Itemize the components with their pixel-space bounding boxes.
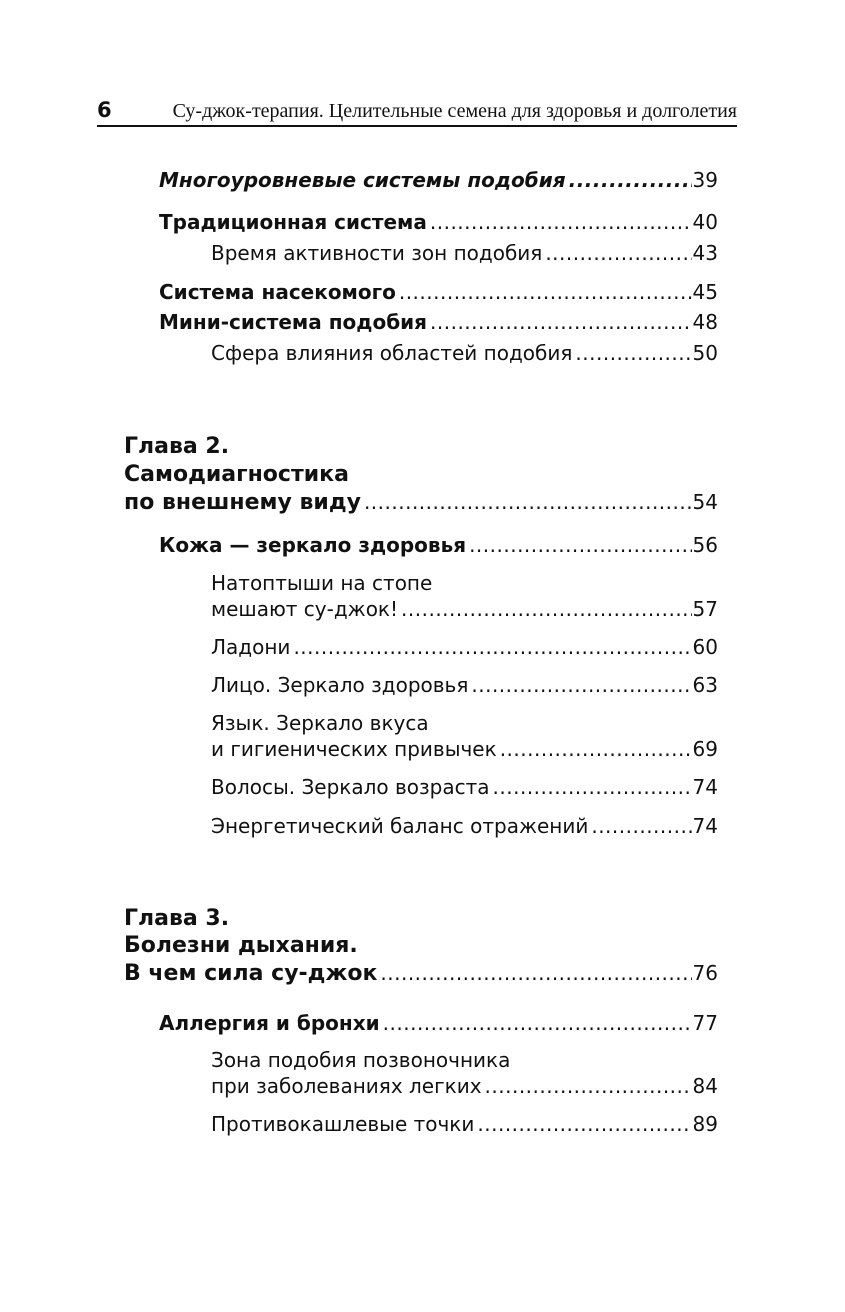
toc-entry-title: Ладони: [211, 635, 291, 659]
leader-dots: [380, 960, 691, 986]
toc-entry-title: и гигиенических привычек: [211, 737, 497, 761]
toc-entry-chapter-3[interactable]: [124, 960, 718, 987]
toc-entry-title: по внешнему виду: [124, 490, 361, 515]
leader-dots: [430, 209, 692, 235]
toc-page-number: 50: [692, 341, 718, 365]
toc-entry-antitussive[interactable]: [211, 1111, 718, 1137]
toc-page-number: 69: [692, 737, 718, 761]
chapter-3-heading-line-1: Глава 3.: [124, 906, 230, 931]
leader-dots: [575, 340, 691, 366]
leader-dots: [364, 489, 692, 515]
toc-entry-title: Аллергия и бронхи: [159, 1011, 380, 1035]
toc-page-number: 89: [692, 1112, 718, 1136]
toc-entry-traditional[interactable]: [159, 209, 718, 235]
header-divider: [97, 125, 737, 127]
toc-entry-chapter-2[interactable]: [124, 489, 718, 516]
leader-dots: [383, 1010, 692, 1036]
toc-page-number: 56: [692, 533, 718, 557]
toc-entry-zone-activity[interactable]: [211, 240, 718, 266]
leader-dots: [399, 279, 692, 305]
toc-entry-title: Кожа — зеркало здоровья: [159, 533, 467, 557]
leader-dots: [477, 1111, 691, 1137]
leader-dots: [591, 813, 691, 839]
toc-entry-title: Традиционная система: [159, 210, 427, 234]
toc-entry-multilevel[interactable]: [159, 167, 718, 193]
toc-entry-title: Система насекомого: [159, 280, 396, 304]
leader-dots: [293, 634, 691, 660]
toc-entry-tongue[interactable]: [211, 736, 718, 762]
toc-entry-insect[interactable]: [159, 279, 718, 305]
toc-page-number: 39: [692, 168, 718, 192]
toc-entry-allergy[interactable]: [159, 1010, 718, 1036]
toc-page-number: 84: [692, 1074, 718, 1098]
leader-dots: [545, 240, 691, 266]
toc-entry-title: Лицо. Зеркало здоровья: [211, 673, 469, 697]
toc-entry-calluses[interactable]: [211, 596, 718, 622]
toc-page-number: 48: [692, 310, 718, 334]
leader-dots: [500, 736, 692, 762]
toc-entry-title: Мини-система подобия: [159, 310, 428, 334]
toc-entry-title: Энергетический баланс отражений: [211, 814, 589, 838]
leader-dots: [401, 596, 692, 622]
toc-entry-palms[interactable]: [211, 634, 718, 660]
toc-page-number: 40: [692, 210, 718, 234]
leader-dots: [493, 774, 692, 800]
toc-entry-title: Противокашлевые точки: [211, 1112, 475, 1136]
toc-page-number: 77: [692, 1011, 718, 1035]
toc-entry-spine-zone[interactable]: [211, 1073, 718, 1099]
toc-page-number: 45: [692, 280, 718, 304]
toc-entry-sphere[interactable]: [211, 340, 718, 366]
toc-entry-energy[interactable]: [211, 813, 718, 839]
toc-entry-title: Сфера влияния областей подобия: [211, 341, 573, 365]
chapter-3-heading-line-2: Болезни дыхания.: [124, 933, 358, 958]
chapter-2-heading-line-2: Самодиагностика: [124, 462, 349, 487]
leader-dots: [430, 309, 692, 335]
leader-dots: [469, 532, 691, 558]
toc-page-number: 57: [692, 597, 718, 621]
leader-dots: [485, 1073, 692, 1099]
toc-page-number: 60: [692, 635, 718, 659]
toc-entry-mini[interactable]: [159, 309, 718, 335]
toc-entry-title: В чем сила су-джок: [124, 961, 378, 986]
leader-dots: [569, 167, 692, 193]
running-title: Су-джок-терапия. Целительные семена для здоровья и долголетия: [172, 100, 737, 122]
toc-entry-title: мешают су-джок!: [211, 597, 399, 621]
toc-page-number: 54: [692, 490, 718, 514]
toc-entry-title: при заболеваниях легких: [211, 1074, 482, 1098]
toc-entry-spine-zone-line-1: Зона подобия позвоночника: [211, 1048, 511, 1072]
toc-entry-skin[interactable]: [159, 532, 718, 558]
toc-entry-title: Волосы. Зеркало возраста: [211, 775, 490, 799]
leader-dots: [471, 672, 691, 698]
toc-entry-face[interactable]: [211, 672, 718, 698]
toc-entry-title: Многоуровневые системы подобия: [159, 168, 566, 192]
toc-page-number: 63: [692, 673, 718, 697]
toc-page-number: 43: [692, 241, 718, 265]
toc-entry-tongue-line-1: Язык. Зеркало вкуса: [211, 711, 429, 735]
toc-page-number: 74: [692, 814, 718, 838]
chapter-2-heading-line-1: Глава 2.: [124, 434, 230, 459]
toc-entry-title: Время активности зон подобия: [211, 241, 543, 265]
toc-entry-hair[interactable]: [211, 774, 718, 800]
toc-entry-calluses-line-1: Натоптыши на стопе: [211, 571, 433, 595]
toc-page-number: 74: [692, 775, 718, 799]
page-header: [97, 98, 737, 128]
page-number: 6: [97, 98, 112, 122]
toc-page-number: 76: [692, 961, 718, 985]
